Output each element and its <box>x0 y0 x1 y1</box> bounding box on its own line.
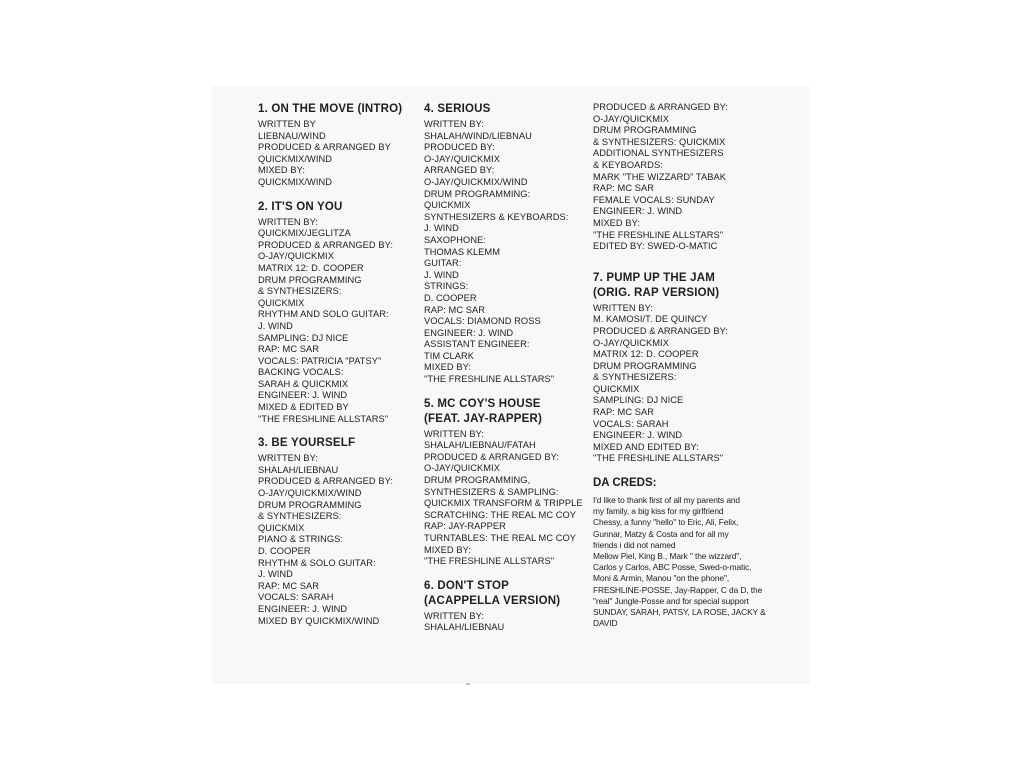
credit-line: O-JAY/QUICKMIX <box>424 463 500 474</box>
credit-line: RHYTHM & SOLO GUITAR: <box>258 557 376 568</box>
credit-line: PRODUCED & ARRANGED BY: <box>593 102 728 112</box>
track-title: 4. SERIOUS <box>424 103 491 115</box>
track-1 <box>258 102 418 189</box>
credit-line: SHALAH/LIEBNAU <box>424 622 505 633</box>
credit-line: MIXED AND EDITED BY: <box>593 441 699 452</box>
track-title: 3. BE YOURSELF <box>258 437 356 450</box>
credit-line: PRODUCED BY: <box>424 142 495 153</box>
credit-line: RAP: JAY-RAPPER <box>424 521 506 532</box>
credit-line: SHALAH/WIND/LIEBNAU <box>424 130 532 141</box>
track-credits <box>593 102 798 253</box>
page-mark <box>466 683 470 685</box>
credit-line: WRITTEN BY: <box>424 428 484 439</box>
credit-line: ASSISTANT ENGINEER: <box>424 339 530 350</box>
credit-line: FEMALE VOCALS: SUNDAY <box>593 194 715 205</box>
credit-line: SAMPLING: DJ NICE <box>258 332 349 343</box>
credit-line: WRITTEN BY: <box>593 302 653 313</box>
credit-line: ENGINEER: J. WIND <box>258 390 348 401</box>
credit-line: M. KAMOSI/T. DE QUINCY <box>593 314 708 325</box>
credit-line: DRUM PROGRAMMING <box>593 360 697 371</box>
credit-line: LIEBNAU/WIND <box>258 130 326 141</box>
credit-line: GUITAR: <box>424 258 462 269</box>
credit-line: SAXOPHONE: <box>424 234 486 245</box>
credit-line: O-JAY/QUICKMIX/WIND <box>424 176 528 187</box>
credit-line: MIXED BY: <box>258 165 305 176</box>
credit-line: SAMPLING: DJ NICE <box>593 395 684 406</box>
credit-line: ENGINEER: J. WIND <box>424 327 514 338</box>
credit-line: VOCALS: PATRICIA "PATSY" <box>258 355 382 366</box>
track-4 <box>424 102 590 386</box>
credit-line: QUICKMIX/WIND <box>258 153 332 164</box>
credit-line: "THE FRESHLINE ALLSTARS" <box>258 413 389 424</box>
credit-line: RAP: MC SAR <box>593 407 654 418</box>
credit-line: ENGINEER: J. WIND <box>593 206 683 217</box>
track-credits <box>424 611 590 634</box>
credit-line: VOCALS: DIAMOND ROSS <box>424 316 541 327</box>
credit-line: MIXED BY QUICKMIX/WIND <box>258 615 380 626</box>
credit-line: MARK "THE WIZZARD" TABAK <box>593 171 726 182</box>
credit-line: MATRIX 12: D. COOPER <box>593 349 699 360</box>
credit-line: PRODUCED & ARRANGED BY: <box>258 239 393 250</box>
track-credits <box>593 303 798 465</box>
credit-line: PRODUCED & ARRANGED BY <box>258 142 391 153</box>
credit-line: QUICKMIX <box>258 297 305 308</box>
track-credits <box>424 119 590 386</box>
credit-line: ENGINEER: J. WIND <box>258 603 348 614</box>
credit-line: QUICKMIX/JEGLITZA <box>258 228 351 239</box>
credit-line: DRUM PROGRAMMING <box>593 125 697 136</box>
credit-line: O-JAY/QUICKMIX/WIND <box>258 488 362 499</box>
track-7 <box>593 271 798 465</box>
credit-line: DRUM PROGRAMMING, <box>424 475 531 486</box>
credit-line: & SYNTHESIZERS: <box>258 511 342 522</box>
credit-line: D. COOPER <box>424 292 477 303</box>
credit-line: MATRIX 12: D. COOPER <box>258 262 364 273</box>
credit-line: SHALAH/LIEBNAU <box>258 464 339 475</box>
credit-line: EDITED BY: SWED-O-MATIC <box>593 241 718 252</box>
credit-line: "THE FRESHLINE ALLSTARS" <box>424 374 555 385</box>
credit-line: & SYNTHESIZERS: <box>593 372 677 383</box>
credit-line: RAP: MC SAR <box>593 183 654 194</box>
credit-line: & KEYBOARDS: <box>593 159 663 170</box>
track-title: 5. MC COY'S HOUSE (FEAT. JAY-RAPPER) <box>424 397 542 425</box>
credit-line: QUICKMIX <box>593 383 640 394</box>
track-title: 7. PUMP UP THE JAM (ORIG. RAP VERSION) <box>593 271 720 299</box>
creds-section <box>593 476 798 629</box>
credit-line: PIANO & STRINGS: <box>258 534 344 545</box>
credit-line: & SYNTHESIZERS: <box>258 286 342 297</box>
track-3 <box>258 436 418 627</box>
credit-line: RAP: MC SAR <box>258 580 319 591</box>
credit-line: O-JAY/QUICKMIX <box>424 153 500 164</box>
credit-line: SARAH & QUICKMIX <box>258 378 349 389</box>
credit-line: MIXED & EDITED BY <box>258 402 349 413</box>
track-credits <box>258 119 418 189</box>
credit-line: SYNTHESIZERS & KEYBOARDS: <box>424 211 569 222</box>
credit-line: WRITTEN BY: <box>424 119 484 129</box>
credit-line: STRINGS: <box>424 281 469 292</box>
credit-line: "THE FRESHLINE ALLSTARS" <box>593 229 724 240</box>
track-title: 2. IT'S ON YOU <box>258 200 343 213</box>
credit-line: ENGINEER: J. WIND <box>593 430 683 441</box>
credit-line: DRUM PROGRAMMING <box>258 274 362 285</box>
column-1 <box>258 102 418 638</box>
credit-line: MIXED BY: <box>424 362 471 373</box>
track-credits <box>258 453 418 627</box>
credit-line: TIM CLARK <box>424 350 475 361</box>
credit-line: SYNTHESIZERS & SAMPLING: <box>424 486 559 497</box>
credit-line: PRODUCED & ARRANGED BY: <box>258 476 393 487</box>
credit-line: SHALAH/LIEBNAU/FATAH <box>424 440 536 451</box>
credit-line: "THE FRESHLINE ALLSTARS" <box>593 453 724 464</box>
track-5 <box>424 397 590 568</box>
credit-line: PRODUCED & ARRANGED BY: <box>593 325 728 336</box>
credit-line: TURNTABLES: THE REAL MC COY <box>424 533 577 543</box>
credit-line: D. COOPER <box>258 546 311 556</box>
credit-line: RHYTHM AND SOLO GUITAR: <box>258 309 389 320</box>
credit-line: THOMAS KLEMM <box>424 246 501 257</box>
credit-line: QUICKMIX <box>258 522 305 533</box>
credit-line: J. WIND <box>258 320 293 331</box>
track-credits <box>424 429 590 568</box>
credit-line: MIXED BY: <box>424 544 471 555</box>
liner-notes-page <box>212 86 810 684</box>
track-2 <box>258 200 418 426</box>
credit-line: QUICKMIX/WIND <box>258 176 332 187</box>
credit-line: PRODUCED & ARRANGED BY: <box>424 451 559 462</box>
track-credits <box>258 217 418 426</box>
column-3 <box>593 102 798 629</box>
credit-line: VOCALS: SARAH <box>593 418 669 429</box>
credit-line: WRITTEN BY: <box>424 610 484 621</box>
credit-line: & SYNTHESIZERS: QUICKMIX <box>593 136 726 147</box>
track-title: 6. DON'T STOP (ACAPPELLA VERSION) <box>424 579 561 607</box>
track-6-continued <box>593 102 798 253</box>
credit-line: BACKING VOCALS: <box>258 367 344 378</box>
credit-line: O-JAY/QUICKMIX <box>593 113 669 124</box>
credit-line: J. WIND <box>258 569 293 580</box>
credit-line: RAP: MC SAR <box>258 344 319 355</box>
creds-text: I'd like to thank first of all my parents and my family, a big kiss for my girlfriend Chessy, a funny "hello" to Eric, Ali, Felix, Gunnar, Matzy & Costa and for all my friends i did not named Mellow Piel, King B., Mark " the wizzard", Carlos y Carlos, ABC Posse, Swed-o-matic, Moni & Armin, Manou "on the phone", FRESHLINE-POSSE, Jay-Rapper, C da D, the "real" Jungle-Posse and for special support SUNDAY, SARAH, PATSY, LA ROSE, JACKY & DAVID <box>593 495 766 629</box>
creds-title: DA CREDS: <box>593 477 657 490</box>
credit-line: WRITTEN BY: <box>258 453 318 464</box>
column-2 <box>424 102 590 645</box>
track-title: 1. ON THE MOVE (INTRO) <box>258 103 403 115</box>
credit-line: VOCALS: SARAH <box>258 592 334 603</box>
credit-line: ADDITIONAL SYNTHESIZERS <box>593 148 724 159</box>
track-6 <box>424 579 590 634</box>
credit-line: WRITTEN BY: <box>258 216 318 227</box>
credit-line: "THE FRESHLINE ALLSTARS" <box>424 556 555 567</box>
credit-line: ARRANGED BY: <box>424 165 495 176</box>
credit-line: DRUM PROGRAMMING: <box>424 188 531 199</box>
credit-line: QUICKMIX TRANSFORM & TRIPPLE <box>424 498 583 509</box>
credit-line: MIXED BY: <box>593 217 640 228</box>
credit-line: WRITTEN BY <box>258 119 316 129</box>
credit-line: DRUM PROGRAMMING <box>258 499 362 510</box>
credit-line: O-JAY/QUICKMIX <box>593 337 669 348</box>
credit-line: QUICKMIX <box>424 200 471 211</box>
credit-line: J. WIND <box>424 223 459 234</box>
credit-line: RAP: MC SAR <box>424 304 485 315</box>
credit-line: J. WIND <box>424 269 459 280</box>
credit-line: SCRATCHING: THE REAL MC COY <box>424 509 577 520</box>
credit-line: O-JAY/QUICKMIX <box>258 251 334 262</box>
